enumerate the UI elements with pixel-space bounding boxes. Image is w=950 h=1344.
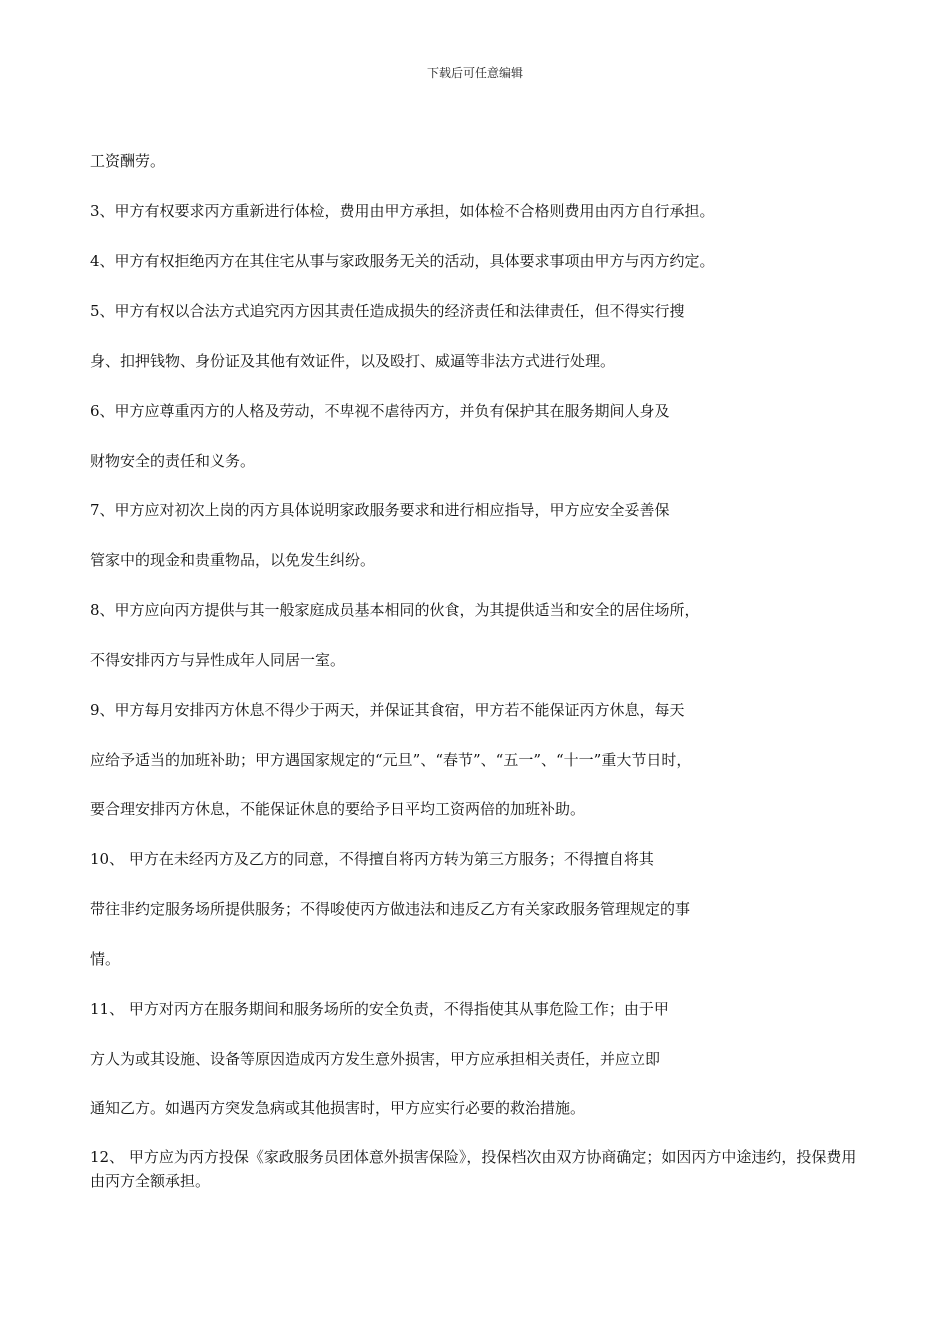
text-line: 6、甲方应尊重丙方的人格及劳动，不卑视不虐待丙方，并负有保护其在服务期间人身及: [90, 402, 670, 420]
text-line: 带往非约定服务场所提供服务；不得唆使丙方做违法和违反乙方有关家政服务管理规定的事: [90, 900, 691, 918]
text-line: 10、 甲方在未经丙方及乙方的同意，不得擅自将丙方转为第三方服务；不得擅自将其: [90, 850, 654, 868]
text-paragraph: 12、 甲方应为丙方投保《家政服务员团体意外损害保险》，投保档次由双方协商确定；如因丙方中途违约，投保费用由丙方全额承担。: [90, 1148, 857, 1190]
page-header: 下载后可任意编辑: [426, 66, 523, 80]
text-line: 不得安排丙方与异性成年人同居一室。: [90, 651, 346, 669]
text-line: 要合理安排丙方休息，不能保证休息的要给予日平均工资两倍的加班补助。: [90, 800, 586, 818]
text-line: 情。: [90, 950, 121, 968]
text-line: 身、扣押钱物、身份证及其他有效证件，以及殴打、威逼等非法方式进行处理。: [90, 352, 616, 370]
text-line: 11、 甲方对丙方在服务期间和服务场所的安全负责，不得指使其从事危险工作；由于甲: [90, 1000, 669, 1018]
text-line: 应给予适当的加班补助；甲方遇国家规定的“元旦”、“春节”、“五一”、“十一”重大节日时，: [90, 751, 692, 769]
text-line: 方人为或其设施、设备等原因造成丙方发生意外损害，甲方应承担相关责任，并应立即: [90, 1050, 661, 1068]
text-line: 财物安全的责任和义务。: [90, 452, 256, 470]
text-line: 9、甲方每月安排丙方休息不得少于两天，并保证其食宿，甲方若不能保证丙方休息，每天: [90, 701, 685, 719]
text-line: 7、甲方应对初次上岗的丙方具体说明家政服务要求和进行相应指导，甲方应安全妥善保: [90, 501, 670, 519]
text-line: 管家中的现金和贵重物品，以免发生纠纷。: [90, 551, 376, 569]
text-line: 通知乙方。如遇丙方突发急病或其他损害时，甲方应实行必要的救治措施。: [90, 1099, 586, 1117]
text-line: 8、甲方应向丙方提供与其一般家庭成员基本相同的伙食，为其提供适当和安全的居住场所，: [90, 601, 700, 619]
text-line: 4、甲方有权拒绝丙方在其住宅从事与家政服务无关的活动，具体要求事项由甲方与丙方约定。: [90, 252, 715, 270]
text-line: 工资酬劳。: [90, 152, 166, 170]
text-line: 5、甲方有权以合法方式追究丙方因其责任造成损失的经济责任和法律责任，但不得实行搜: [90, 302, 685, 320]
text-line: 3、甲方有权要求丙方重新进行体检，费用由甲方承担，如体检不合格则费用由丙方自行承担。: [90, 202, 715, 220]
